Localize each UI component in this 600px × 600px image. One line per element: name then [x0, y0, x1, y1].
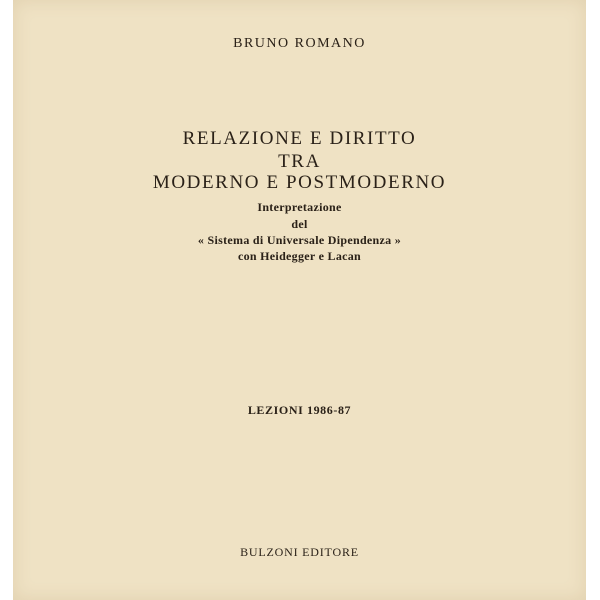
- author-name: BRUNO ROMANO: [233, 36, 366, 51]
- lecture-note: LEZIONI 1986-87: [247, 403, 352, 417]
- subtitle-line-4: con Heidegger e Lacan: [237, 249, 362, 263]
- title-line-2: TRA: [278, 151, 321, 172]
- publisher-name: BULZONI EDITORE: [240, 545, 359, 559]
- title-line-1: RELAZIONE E DIRITTO: [182, 128, 417, 149]
- book-cover: [13, 0, 586, 600]
- subtitle-line-3: « Sistema di Universale Dipendenza »: [197, 233, 402, 247]
- title-line-3: MODERNO E POSTMODERNO: [152, 172, 447, 193]
- subtitle-line-1: Interpretazione: [257, 200, 342, 214]
- subtitle-line-2: del: [291, 217, 308, 231]
